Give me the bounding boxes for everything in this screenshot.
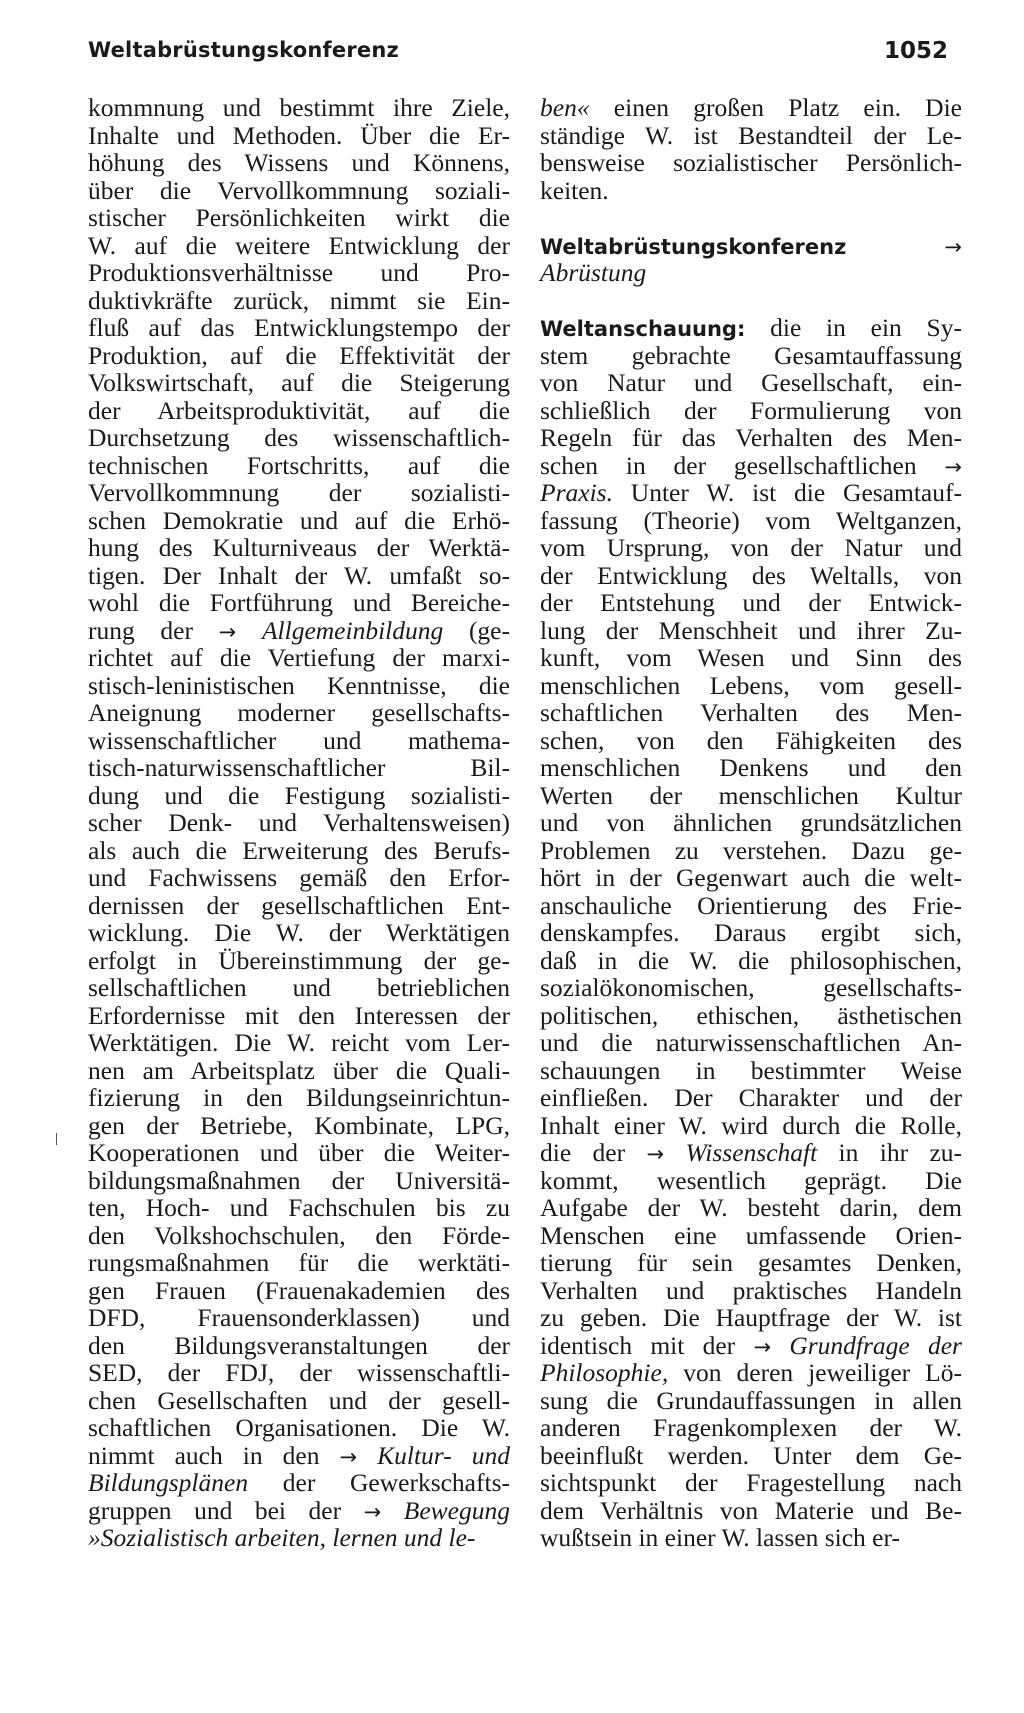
space — [357, 1441, 377, 1470]
text-line — [540, 259, 962, 287]
text-line: zu geben. Die Hauptfrage der W. ist — [540, 1303, 962, 1332]
text-line: anschauliche Orientierung des Frie- — [540, 890, 962, 920]
text-line — [88, 1497, 510, 1525]
text-line: dernissen der gesellschaftlichen Ent- — [88, 890, 510, 920]
text-line: hung des Kulturniveaus der Werktä- — [88, 533, 510, 562]
text-line: DFD, Frauensonderklassen) und — [88, 1303, 510, 1332]
text-line: technischen Fortschritts, auf die — [88, 450, 510, 480]
text-line: schen, von den Fähigkeiten des — [540, 725, 962, 755]
space — [236, 616, 262, 645]
text-line: und von ähnlichen grundsätzlichen — [540, 808, 962, 837]
left-text-column — [88, 94, 510, 1552]
text-line: hört in der Gegenwart auch die welt- — [540, 863, 962, 892]
cross-reference-link[interactable]: Grundfrage der — [789, 1330, 962, 1360]
text-line: nen am Arbeitsplatz über die Quali- — [88, 1055, 510, 1085]
text-line: bensweise sozialistischer Persönlich- — [540, 148, 962, 177]
line-text: Unter W. ist die Gesamtauf- — [612, 478, 962, 507]
text-line: schen Demokratie und auf die Erhö- — [88, 505, 510, 535]
text-line: sellschaftlichen und betrieblichen — [88, 973, 510, 1002]
text-line: Vervollkommnung der sozialisti- — [88, 478, 510, 507]
cross-reference-arrow-icon: → — [646, 1142, 665, 1166]
cross-reference-arrow-icon: → — [363, 1499, 382, 1524]
text-line: daß in die W. die philosophischen, — [540, 945, 962, 975]
line-text: die in ein Sy- — [745, 313, 962, 342]
entry-headword: Weltabrüstungskonferenz — [540, 234, 847, 259]
text-line: der Entwicklung des Weltalls, von — [540, 560, 962, 590]
text-line: Werktätigen. Die W. reicht vom Ler- — [88, 1028, 510, 1057]
text-line: scher Denk- und Verhaltensweisen) — [88, 808, 510, 837]
text-line: Aneignung moderner gesellschafts- — [88, 698, 510, 727]
cross-reference-link[interactable]: Kultur- und — [377, 1440, 510, 1470]
line-text: schen in der gesellschaftlichen — [540, 450, 945, 480]
cross-reference-link[interactable]: Praxis. — [540, 478, 613, 507]
text-line — [540, 1139, 962, 1167]
text-line — [540, 94, 962, 122]
text-line — [540, 314, 962, 342]
text-line: Menschen eine umfassende Orien- — [540, 1220, 962, 1250]
text-line: tigen. Der Inhalt der W. umfaßt so- — [88, 560, 510, 590]
text-line: anderen Fragenkomplexen der W. — [540, 1413, 962, 1442]
text-line: beeinflußt werden. Unter dem Ge- — [540, 1440, 962, 1470]
line-text: von deren jeweiliger Lö- — [668, 1358, 962, 1387]
text-line: Volkswirtschaft, auf die Steigerung — [88, 368, 510, 397]
entry-spacer — [540, 204, 962, 232]
cross-reference-arrow-icon: → — [218, 619, 237, 644]
text-line: Werten der menschlichen Kultur — [540, 780, 962, 810]
text-line: wohl die Fortführung und Bereiche- — [88, 588, 510, 617]
text-line: sung die Grundauffassungen in allen — [540, 1385, 962, 1415]
text-line: Regeln für das Verhalten des Men- — [540, 423, 962, 452]
text-line: tierung für sein gesamtes Denken, — [540, 1248, 962, 1277]
text-line: kunft, vom Wesen und Sinn des — [540, 643, 962, 672]
line-text: identisch mit der — [540, 1330, 754, 1360]
text-line: Inhalte und Methoden. Über die Er- — [88, 120, 510, 150]
text-line: stisch-leninistischen Kenntnisse, die — [88, 670, 510, 700]
text-line — [540, 1359, 962, 1387]
space — [664, 1138, 685, 1167]
text-line: W. auf die weitere Entwicklung der — [88, 230, 510, 260]
text-line: den Bildungsveranstaltungen der — [88, 1330, 510, 1360]
text-line: politischen, ethischen, ästhetischen — [540, 1000, 962, 1030]
text-line: dung und die Festigung sozialisti- — [88, 780, 510, 810]
right-text-column — [540, 94, 962, 1552]
text-line: und die naturwissenschaftlichen An- — [540, 1028, 962, 1057]
line-text: rung der — [88, 615, 219, 645]
text-line: der Arbeitsproduktivität, auf die — [88, 395, 510, 425]
text-line: Problemen zu verstehen. Dazu ge- — [540, 835, 962, 865]
cross-reference-link[interactable]: Bewegung — [403, 1495, 510, 1525]
cross-reference-arrow-icon: → — [339, 1444, 358, 1469]
entry-headword: Weltanschauung: — [540, 317, 746, 341]
text-line — [88, 1524, 510, 1552]
text-line: Produktion, auf die Effektivität der — [88, 340, 510, 370]
text-line: lung der Menschheit und ihrer Zu- — [540, 615, 962, 645]
text-line: duktivkräfte zurück, nimmt sie Ein- — [88, 285, 510, 315]
text-line: Produktionsverhältnisse und Pro- — [88, 258, 510, 287]
text-line: schließlich der Formulierung von — [540, 395, 962, 425]
text-line: Verhalten und praktisches Handeln — [540, 1275, 962, 1305]
page-number: 1052 — [883, 38, 948, 64]
text-line: gen der Betriebe, Kombinate, LPG, — [88, 1110, 510, 1140]
text-line: menschlichen Denkens und den — [540, 753, 962, 782]
space — [381, 1496, 404, 1525]
text-line: wußtsein in einer W. lassen sich er- — [540, 1523, 900, 1552]
text-line: Durchsetzung des wissenschaftlich- — [88, 423, 510, 452]
cross-reference-arrow-icon: → — [944, 454, 962, 479]
text-line: fassung (Theorie) vom Weltganzen, — [540, 505, 962, 535]
cross-reference-link[interactable]: »Sozialistisch arbeiten, lernen und le- — [88, 1523, 476, 1552]
cross-reference-link[interactable]: Allgemeinbildung — [261, 615, 444, 645]
text-line: Erfordernisse mit den Interessen der — [88, 1000, 510, 1030]
text-line: fizierung in den Bildungseinrichtun- — [88, 1083, 510, 1112]
text-line: ten, Hoch- und Fachschulen bis zu — [88, 1193, 510, 1222]
text-line: als auch die Erweiterung des Berufs- — [88, 835, 510, 865]
text-line: Inhalt einer W. wird durch die Rolle, — [540, 1110, 962, 1140]
text-line — [540, 479, 962, 507]
text-line — [540, 232, 962, 260]
cross-reference-arrow-icon: → — [944, 234, 962, 259]
text-line: bildungsmaßnahmen der Universitä- — [88, 1165, 510, 1195]
cross-reference-link[interactable]: Wissenschaft — [685, 1138, 818, 1167]
cross-reference-link[interactable]: Bildungsplänen — [88, 1468, 249, 1497]
line-text: in ihr zu- — [817, 1138, 963, 1167]
space — [771, 1331, 789, 1360]
text-line: von Natur und Gesellschaft, ein- — [540, 368, 962, 397]
text-line: wissenschaftlicher und mathema- — [88, 725, 510, 755]
text-line: ständige W. ist Bestandteil der Le- — [540, 120, 962, 150]
text-line: und Fachwissens gemäß den Erfor- — [88, 863, 510, 892]
text-line: erfolgt in Übereinstimmung der ge- — [88, 945, 510, 975]
text-line: dem Verhältnis von Materie und Be- — [540, 1495, 962, 1525]
margin-mark — [56, 1133, 57, 1145]
text-line — [540, 1332, 962, 1360]
cross-reference-link[interactable]: Philosophie, — [540, 1358, 669, 1387]
text-line: der Entstehung und der Entwick- — [540, 588, 962, 617]
cross-reference-arrow-icon: → — [753, 1334, 772, 1359]
text-line: SED, der FDJ, der wissenschaftli- — [88, 1358, 510, 1387]
text-line: sozialökonomischen, gesellschafts- — [540, 973, 962, 1002]
italic-word: ben« — [540, 93, 590, 122]
cross-reference-link[interactable]: Abrüstung — [540, 258, 647, 287]
text-line: denskampfes. Daraus ergibt sich, — [540, 918, 962, 947]
text-line: tisch-naturwissenschaftlicher Bil- — [88, 753, 510, 782]
text-line: chen Gesellschaften und der gesell- — [88, 1385, 510, 1415]
text-line: stem gebrachte Gesamtauffassung — [540, 340, 962, 370]
text-line: stischer Persönlichkeiten wirkt die — [88, 203, 510, 232]
text-line: gen Frauen (Frauenakademien des — [88, 1275, 510, 1305]
line-text: nimmt auch in den — [88, 1440, 340, 1470]
text-line: höhung des Wissens und Könnens, — [88, 148, 510, 177]
text-line — [88, 1442, 510, 1470]
text-line: keiten. — [540, 175, 609, 205]
running-head-keyword: Weltabrüstungskonferenz — [88, 38, 399, 62]
line-text: gruppen und bei der — [88, 1495, 364, 1525]
text-line — [88, 1469, 510, 1497]
entry-weltabruestungskonferenz — [540, 232, 962, 287]
entry-weltanschauung — [540, 314, 962, 1552]
entry-spacer — [540, 287, 962, 315]
text-line: vom Ursprung, von der Natur und — [540, 533, 962, 562]
text-line: richtet auf die Vertiefung der marxi- — [88, 643, 510, 672]
text-line: den Volkshochschulen, den Förde- — [88, 1220, 510, 1250]
text-line: einfließen. Der Charakter und der — [540, 1083, 962, 1112]
line-text: die der — [540, 1138, 647, 1167]
text-line: schaftlichen Organisationen. Die W. — [88, 1413, 510, 1442]
text-line: wicklung. Die W. der Werktätigen — [88, 918, 510, 947]
text-line: kommt, wesentlich geprägt. Die — [540, 1165, 962, 1195]
text-line: schaftlichen Verhalten des Men- — [540, 698, 962, 727]
text-line: fluß auf das Entwicklungstempo der — [88, 313, 510, 342]
text-line: rungsmaßnahmen für die werktäti- — [88, 1248, 510, 1277]
text-line: kommnung und bestimmt ihre Ziele, — [88, 93, 510, 122]
line-text: einen großen Platz ein. Die — [589, 93, 962, 122]
text-line: menschlichen Lebens, vom gesell- — [540, 670, 962, 700]
continued-entry-text — [540, 94, 962, 204]
line-text: (ge- — [443, 615, 510, 645]
text-line — [88, 617, 510, 645]
text-line: über die Vervollkommnung soziali- — [88, 175, 510, 205]
text-line: Aufgabe der W. besteht darin, dem — [540, 1193, 962, 1222]
text-line: Kooperationen und über die Weiter- — [88, 1138, 510, 1167]
text-line: sichtspunkt der Fragestellung nach — [540, 1468, 962, 1497]
page-header — [88, 38, 948, 74]
text-line — [540, 452, 962, 480]
text-line: schauungen in bestimmter Weise — [540, 1055, 962, 1085]
line-text: der Gewerkschafts- — [248, 1468, 510, 1497]
